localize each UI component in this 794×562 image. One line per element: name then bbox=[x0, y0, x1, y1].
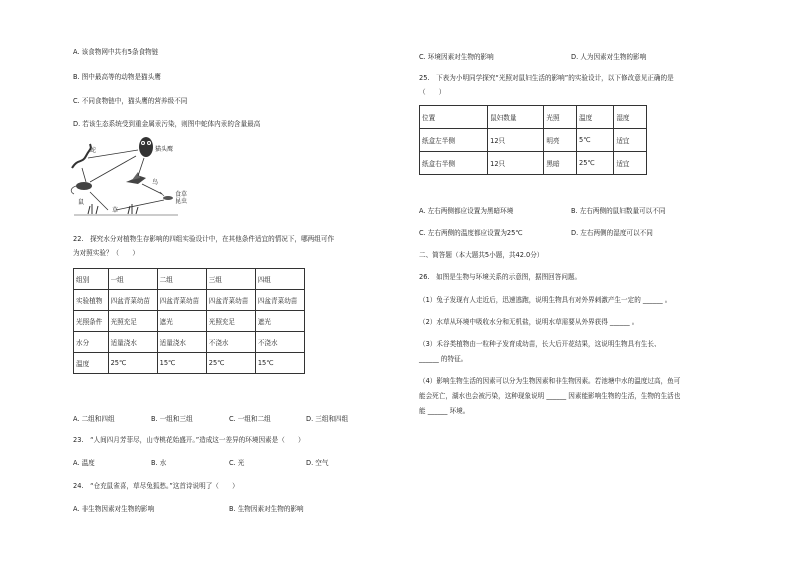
table-cell: 25℃ bbox=[206, 353, 255, 374]
table-cell: 15℃ bbox=[157, 353, 206, 374]
q23-option-b: B. 水 bbox=[151, 459, 167, 467]
q25-stem-line1: 25. 下表为小明同学探究“光照对鼠妇生活的影响”的实验设计，以下修改意见正确的是 bbox=[419, 74, 674, 82]
table-cell: 温度 bbox=[577, 106, 614, 129]
q22-option-d: D. 三组和四组 bbox=[306, 415, 349, 423]
table-cell: 水分 bbox=[74, 332, 109, 353]
food-web-figure bbox=[68, 130, 208, 218]
q22-stem-line1: 22. 探究水分对植物生存影响的四组实验设计中，在其他条件适宜的情况下，哪两组可作 bbox=[73, 235, 335, 243]
table-cell: 鼠妇数量 bbox=[488, 106, 544, 129]
q25-option-a: A. 左右两侧都应设置为黑暗环境 bbox=[419, 207, 514, 215]
grass-icon bbox=[74, 204, 178, 215]
table-cell: 明亮 bbox=[544, 129, 577, 152]
table-row bbox=[74, 269, 305, 290]
table-cell: 12只 bbox=[488, 129, 544, 152]
bird-label: 鸟 bbox=[152, 179, 159, 186]
owl-icon bbox=[139, 137, 153, 157]
table-cell: 12只 bbox=[488, 152, 544, 175]
table-cell: 15℃ bbox=[255, 353, 304, 374]
q22-option-b: B. 一组和三组 bbox=[151, 415, 193, 423]
q24-option-d: D. 人为因素对生物的影响 bbox=[571, 53, 647, 61]
q23-option-a: A. 温度 bbox=[73, 459, 95, 467]
table-cell: 光照条件 bbox=[74, 311, 109, 332]
table-row bbox=[74, 332, 305, 353]
q23-option-d: D. 空气 bbox=[306, 459, 329, 467]
table-row bbox=[420, 152, 647, 175]
q21-option-a: A. 该食物网中共有5条食物链 bbox=[73, 48, 159, 56]
table-cell: 25℃ bbox=[108, 353, 157, 374]
q24-option-a: A. 非生物因素对生物的影响 bbox=[73, 505, 155, 513]
q22-option-a: A. 二组和四组 bbox=[73, 415, 115, 423]
q23-stem: 23. “人间四月芳菲尽，山寺桃花始盛开。”造成这一差异的环境因素是（ ） bbox=[73, 436, 305, 444]
q21-option-d: D. 若该生态系统受到重金属汞污染，则图中蛇体内汞的含量最高 bbox=[73, 120, 261, 128]
q25-option-c: C. 左右两侧的温度都应设置为25℃ bbox=[419, 229, 523, 237]
q22-stem-line2: 为对照实验？（ ） bbox=[73, 249, 139, 257]
q25-option-b: B. 左右两侧的鼠妇数量可以不同 bbox=[571, 207, 666, 215]
table-row bbox=[420, 129, 647, 152]
table-cell: 不浇水 bbox=[206, 332, 255, 353]
mouse-icon bbox=[71, 182, 92, 194]
table-cell: 四盆青菜幼苗 bbox=[108, 290, 157, 311]
q25-table bbox=[419, 105, 647, 175]
bird-icon bbox=[126, 172, 146, 184]
insect-icon bbox=[160, 192, 173, 200]
table-cell: 位置 bbox=[420, 106, 488, 129]
table-cell: 5℃ bbox=[577, 129, 614, 152]
q26-part4-line3: 能 ______ 环境。 bbox=[419, 407, 470, 415]
insect-label-line2: 昆虫 bbox=[175, 198, 188, 205]
grass-label: 草 bbox=[112, 207, 119, 214]
table-cell: 不浇水 bbox=[255, 332, 304, 353]
q25-option-d: D. 左右两侧的湿度可以不同 bbox=[571, 229, 653, 237]
q24-option-c: C. 环境因素对生物的影响 bbox=[419, 53, 494, 61]
table-cell: 四盆青菜幼苗 bbox=[157, 290, 206, 311]
table-cell: 遮光 bbox=[255, 311, 304, 332]
mouse-label: 鼠 bbox=[78, 199, 85, 206]
insect-label-line1: 食草 bbox=[175, 191, 188, 198]
table-cell: 适量浇水 bbox=[108, 332, 157, 353]
q24-option-b: B. 生物因素对生物的影响 bbox=[229, 505, 304, 513]
table-cell: 遮光 bbox=[157, 311, 206, 332]
table-row bbox=[74, 290, 305, 311]
section-heading: 二、简答题（本大题共5小题，共42.0分） bbox=[419, 251, 544, 259]
table-cell: 黑暗 bbox=[544, 152, 577, 175]
table-cell: 适量浇水 bbox=[157, 332, 206, 353]
q26-part4-line2: 能会死亡，湖水也会被污染，这种现象说明 ______ 因素能影响生物的生活，生物的生活也 bbox=[419, 392, 681, 400]
table-cell: 二组 bbox=[157, 269, 206, 290]
q22-table bbox=[73, 268, 305, 374]
table-cell: 适宜 bbox=[614, 129, 647, 152]
table-cell: 25℃ bbox=[577, 152, 614, 175]
snake-icon bbox=[72, 144, 91, 168]
q26-part3-line1: （3）禾谷类植物由一粒种子发育成幼苗，长大后开花结果，这说明生物具有生长、 bbox=[419, 340, 661, 348]
table-cell: 四组 bbox=[255, 269, 304, 290]
table-row bbox=[74, 353, 305, 374]
owl-label: 猫头鹰 bbox=[155, 146, 174, 153]
table-row bbox=[74, 311, 305, 332]
snake-label: 蛇 bbox=[90, 147, 97, 154]
table-cell: 四盆青菜幼苗 bbox=[206, 290, 255, 311]
table-cell: 三组 bbox=[206, 269, 255, 290]
q23-option-c: C. 光 bbox=[229, 459, 245, 467]
table-cell: 温度 bbox=[74, 353, 109, 374]
q26-stem: 26. 如图是生物与环境关系的示意图，据图回答问题。 bbox=[419, 273, 582, 281]
table-cell: 一组 bbox=[108, 269, 157, 290]
q26-part4-line1: （4）影响生物生活的因素可以分为生物因素和非生物因素。若池塘中水的温度过高，鱼可 bbox=[419, 377, 681, 385]
table-cell: 适宜 bbox=[614, 152, 647, 175]
table-cell: 实验植物 bbox=[74, 290, 109, 311]
table-cell: 光照充足 bbox=[206, 311, 255, 332]
q26-part1: （1）兔子发现有人走近后，迅速逃跑，说明生物具有对外界刺激产生一定的 ______ 。 bbox=[419, 296, 672, 304]
q21-option-c: C. 不同食物链中，猫头鹰的营养级不同 bbox=[73, 97, 188, 105]
q22-option-c: C. 一组和二组 bbox=[229, 415, 271, 423]
q26-part2: （2）水草从环境中吸收水分和无机盐，说明水草需要从外界获得 ______ 。 bbox=[419, 318, 639, 326]
table-row bbox=[420, 106, 647, 129]
table-cell: 四盆青菜幼苗 bbox=[255, 290, 304, 311]
table-cell: 纸盒左半侧 bbox=[420, 129, 488, 152]
table-cell: 纸盒右半侧 bbox=[420, 152, 488, 175]
table-cell: 组别 bbox=[74, 269, 109, 290]
q26-part3-line2: ______ 的特征。 bbox=[419, 355, 468, 363]
table-cell: 光照 bbox=[544, 106, 577, 129]
q25-stem-line2: （ ） bbox=[419, 88, 446, 96]
table-cell: 湿度 bbox=[614, 106, 647, 129]
q24-stem: 24. “仓充鼠雀喜，草尽兔狐愁。”这首诗说明了（ ） bbox=[73, 482, 239, 490]
q21-option-b: B. 图中最高等的动物是猫头鹰 bbox=[73, 73, 161, 81]
table-cell: 光照充足 bbox=[108, 311, 157, 332]
